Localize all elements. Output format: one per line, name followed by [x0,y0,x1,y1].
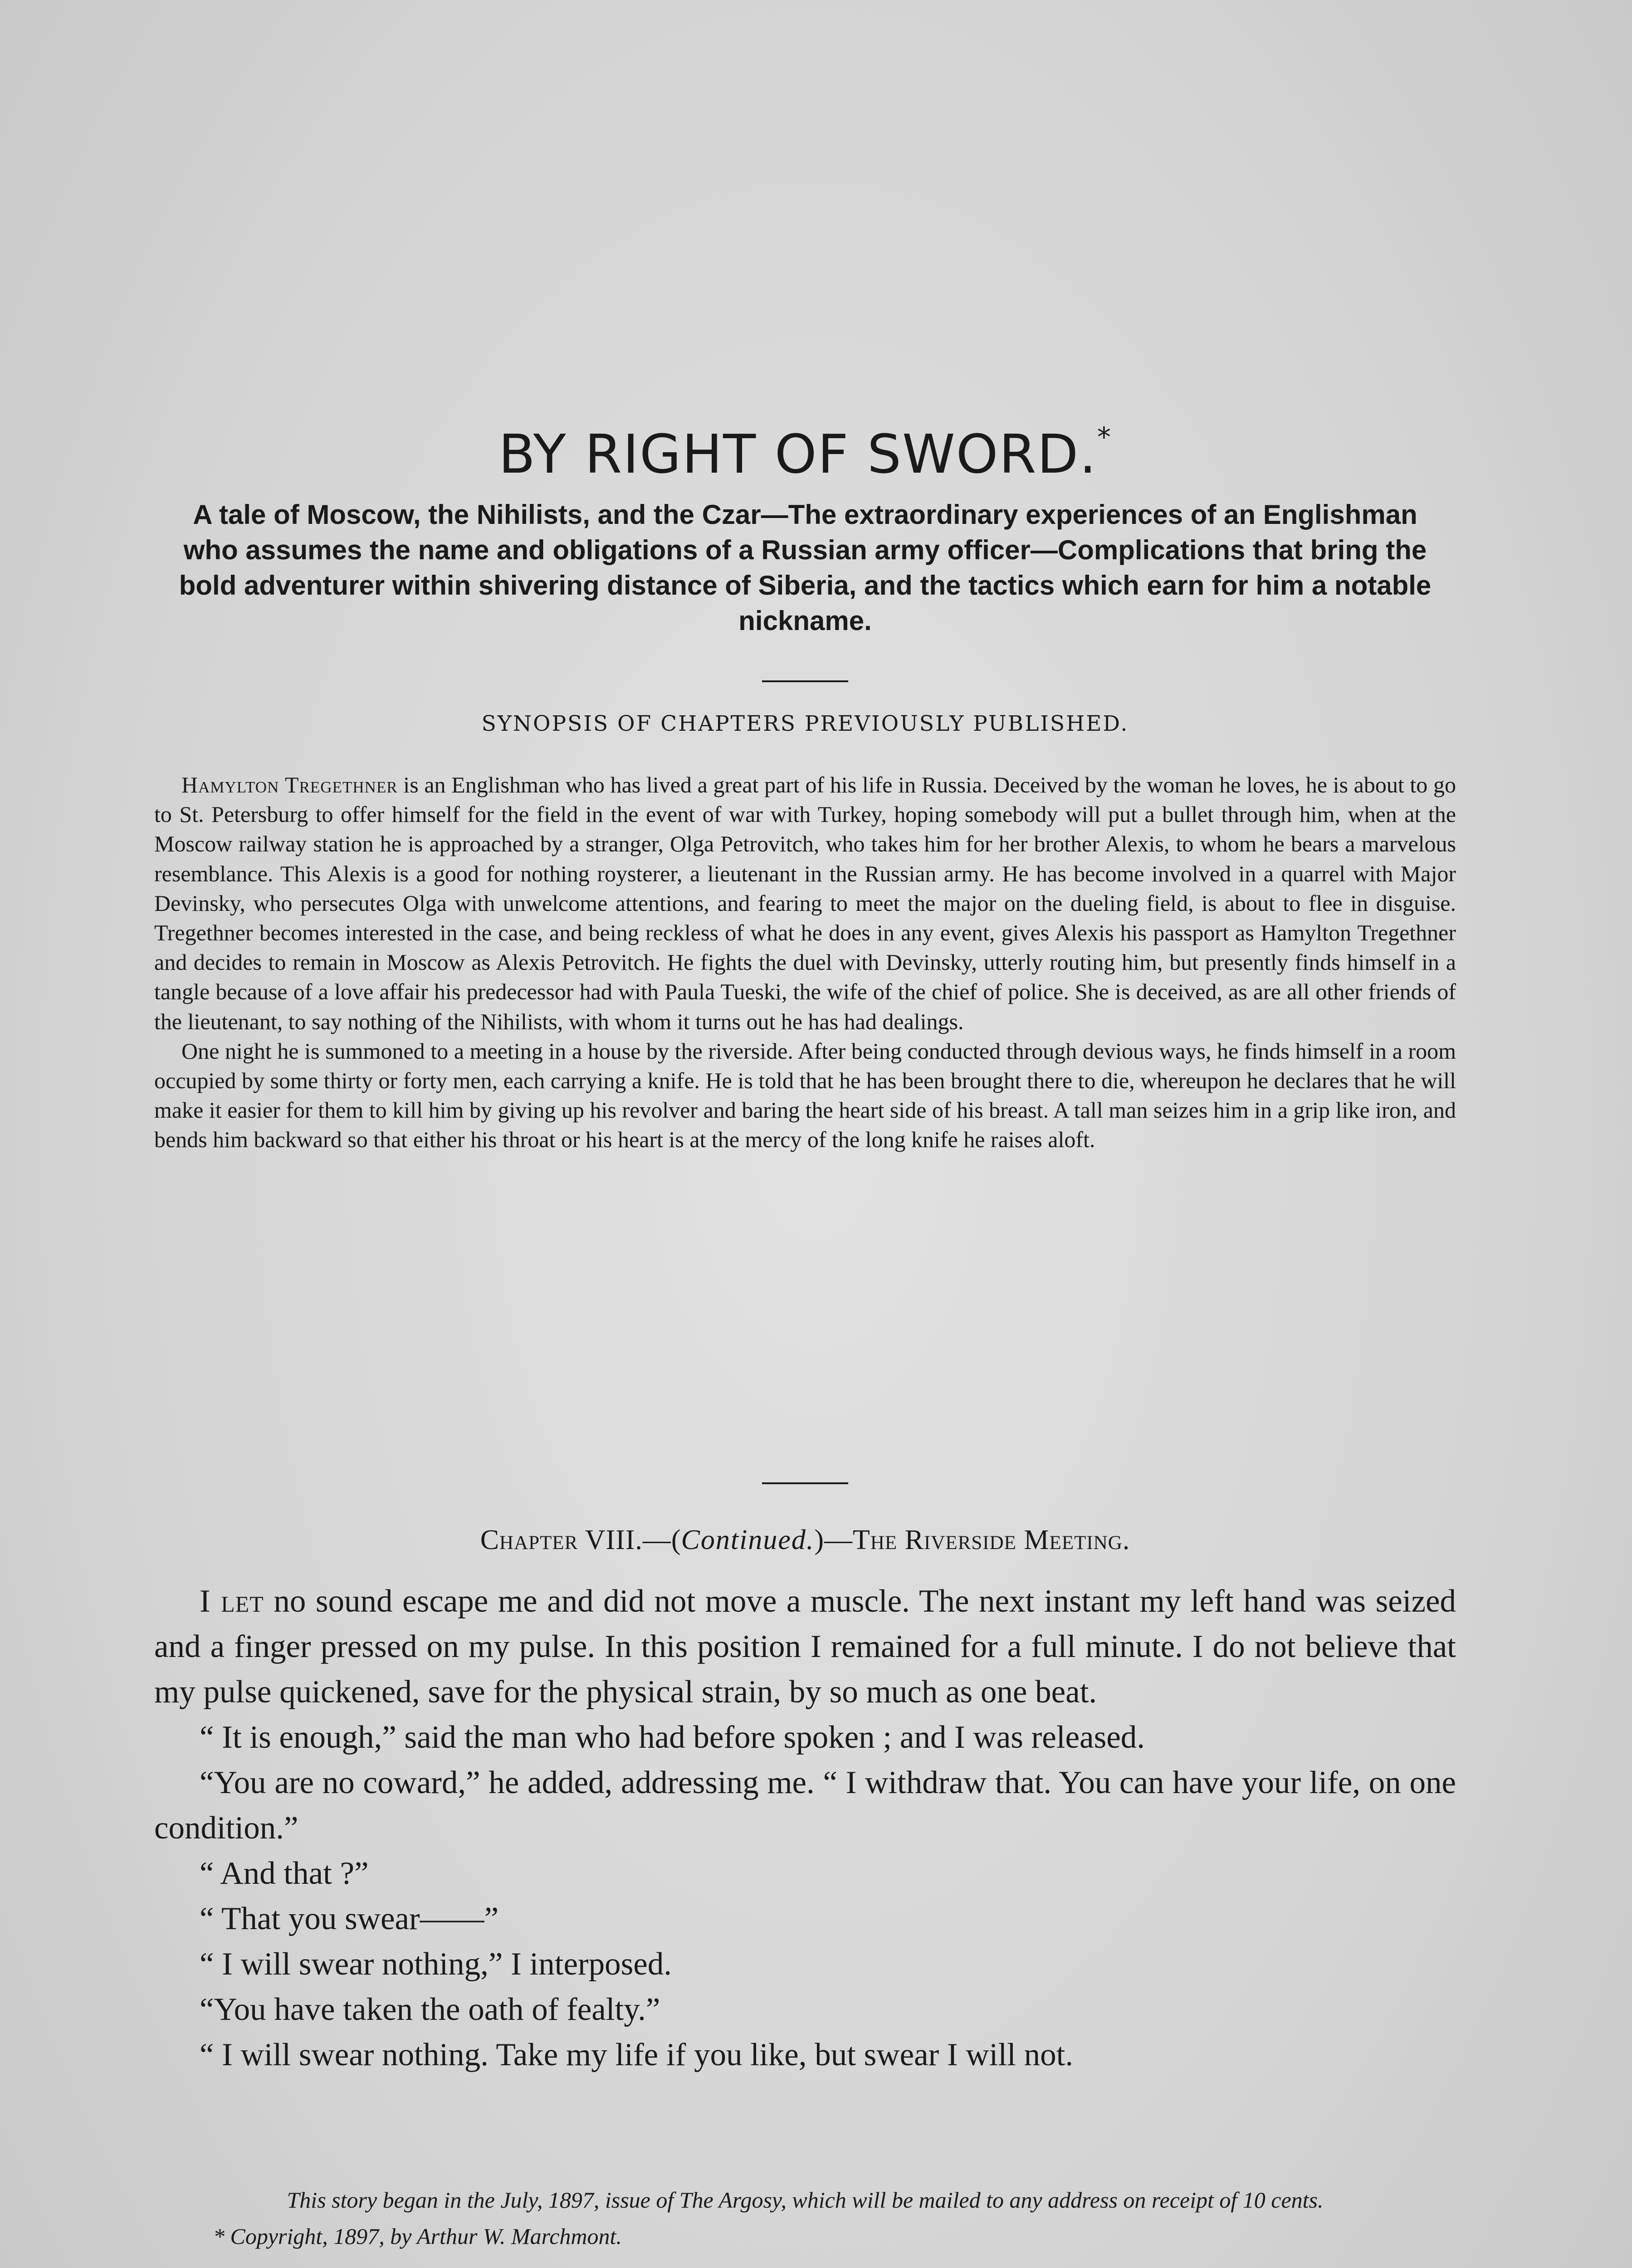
synopsis-paragraph [154,770,1456,1036]
story-paragraph-text: no sound escape me and did not move a muscle. The next instant my left hand was seized and a finger pressed on my pulse. In this position I remained for a full minute. I do not believe that my pulse quickened, save for the physical strain, by so much as one beat. [154,1584,1456,1710]
chapter-number: Chapter VIII.—( [480,1525,681,1555]
divider-rule-top [762,680,848,682]
chapter-heading [154,1524,1456,1556]
footnotes [154,2185,1456,2251]
synopsis-heading: SYNOPSIS OF CHAPTERS PREVIOUSLY PUBLISHED. [481,711,1129,736]
story-body [154,1579,1456,2077]
article-subtitle: A tale of Moscow, the Nihilists, and the Czar—The extraordinary experiences of an Englishman who assumes the name and obligations of a Russian army officer—Complications that bring the bold adventurer within shivering distance of Siberia, and the tactics which earn for him a notable nickname. [179,499,1432,636]
copyright-note: * Copyright, 1897, by Arthur W. Marchmont. [213,2224,622,2249]
chapter-name: )—The Riverside Meeting. [814,1525,1130,1555]
synopsis-lead-name: Hamylton Tregethner [181,772,398,797]
story-paragraph: “ That you swear——” [200,1901,499,1936]
serial-note: This story began in the July, 1897, issue of The Argosy, which will be mailed to any address on receipt of 10 cents. [287,2187,1324,2213]
article-title-text: BY RIGHT OF SWORD. [498,423,1097,486]
story-paragraph: “ And that ?” [200,1856,369,1891]
story-lead-in: I let [200,1584,264,1619]
chapter-continued: Continued. [681,1525,815,1555]
synopsis-body [154,770,1456,1155]
story-paragraph: “You are no coward,” he added, addressing me. “ I withdraw that. You can have your life, on one condition.” [154,1765,1456,1846]
story-paragraph [154,1579,1456,1715]
story-paragraph: “You have taken the oath of fealty.” [200,1992,660,2027]
article-title [154,421,1456,485]
story-paragraph: “ I will swear nothing,” I interposed. [200,1946,672,1982]
story-paragraph: “ I will swear nothing. Take my life if you like, but swear I will not. [200,2037,1074,2072]
synopsis-paragraph: One night he is summoned to a meeting in a house by the riverside. After being conducted through devious ways, he finds himself in a room occupied by some thirty or forty men, each carrying a knife. He is told that he has been brought there to die, whereupon he declares that he will make it easier for them to kill him by giving up his revolver and baring the heart side of his breast. A tall man seizes him in a grip like iron, and bends him backward so that either his throat or his heart is at the mercy of the long knife he raises aloft. [154,1038,1456,1153]
synopsis-paragraph-text: is an Englishman who has lived a great part of his life in Russia. Deceived by the woman he loves, he is about to go to St. Petersburg to offer himself for the field in the event of war with Turkey, hoping somebody will put a bullet through him, when at the Moscow railway station he is approached by a stranger, Olga Petrovitch, who takes him for her brother Alexis, to whom he bears a marvelous resemblance. This Alexis is a good for nothing roysterer, a lieutenant in the Russian army. He has become involved in a quarrel with Major Devinsky, who persecutes Olga with unwelcome attentions, and fearing to meet the major on the dueling field, is about to flee in disguise. Tregethner becomes interested in the case, and being reckless of what he does in any event, gives Alexis his passport as Hamylton Tregethner and decides to remain in Moscow as Alexis Petrovitch. He fights the duel with Devinsky, utterly routing him, but presently finds himself in a tangle because of a love affair his predecessor had with Paula Tueski, the wife of the chief of police. She is deceived, as are all other friends of the lieutenant, to say nothing of the Nihilists, with whom it turns out he has had dealings. [154,772,1456,1034]
title-footnote-mark: * [1097,421,1112,454]
divider-rule-bottom [762,1482,848,1484]
story-paragraph: “ It is enough,” said the man who had before spoken ; and I was released. [200,1720,1145,1755]
